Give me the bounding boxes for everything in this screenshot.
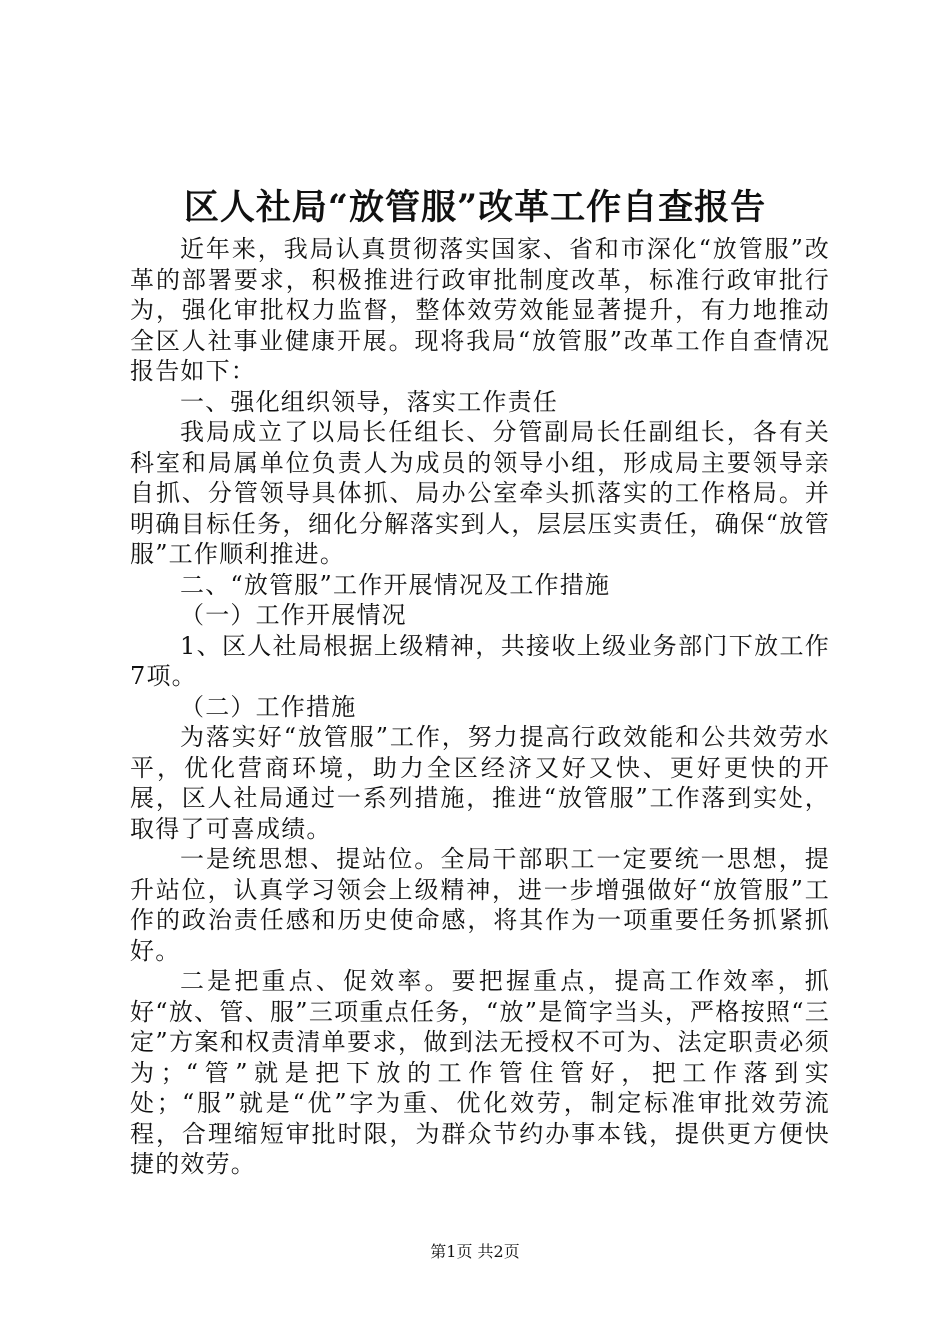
- measure-2-paragraph: 二是把重点、促效率。要把握重点，提高工作效率，抓好“放、管、服”三项重点任务，“放”是简字当头，严格按照“三定”方案和权责清单要求，做到法无授权不可为、法定职责必须为；“管”就是把下放的工作管住管好，把工作落到实处；“服”就是“优”字为重、优化效劳，制定标准审批效劳流程，合理缩短审批时限，为群众节约办事本钱，提供更方便快捷的效劳。: [130, 967, 830, 1178]
- subsection-heading-1: （一）工作开展情况: [180, 601, 407, 629]
- measure-1-paragraph: 一是统思想、提站位。全局干部职工一定要统一思想，提升站位，认真学习领会上级精神，进一步增强做好“放管服”工作的政治责任感和历史使命感，将其作为一项重要任务抓紧抓好。: [130, 845, 830, 965]
- document-body: [130, 234, 830, 1180]
- measures-intro-paragraph: 为落实好“放管服”工作，努力提高行政效能和公共效劳水平，优化营商环境，助力全区经济又好又快、更好更快的开展，区人社局通过一系列措施，推进“放管服”工作落到实处，取得了可喜成绩。: [130, 723, 830, 843]
- page-footer: 第1页 共2页: [430, 1242, 520, 1261]
- section-heading-2: 二、“放管服”工作开展情况及工作措施: [180, 570, 611, 599]
- section-1-paragraph: 我局成立了以局长任组长、分管副局长任副组长，各有关科室和局属单位负责人为成员的领导小组，形成局主要领导亲自抓、分管领导具体抓、局办公室牵头抓落实的工作格局。并明确目标任务，细化分解落实到人，层层压实责任，确保“放管服”工作顺利推进。: [130, 418, 830, 568]
- document-title: 区人社局“放管服”改革工作自查报告: [183, 187, 767, 228]
- subsection-1-item-1: 1、区人社局根据上级精神，共接收上级业务部门下放工作7项。: [130, 631, 830, 690]
- section-heading-1: 一、强化组织领导，落实工作责任: [180, 387, 558, 416]
- intro-paragraph: 近年来，我局认真贯彻落实国家、省和市深化“放管服”改革的部署要求，积极推进行政审批制度改革，标准行政审批行为，强化审批权力监督，整体效劳效能显著提升，有力地推动全区人社事业健康开展。现将我局“放管服”改革工作自查情况报告如下：: [130, 235, 830, 385]
- subsection-heading-2: （二）工作措施: [180, 692, 357, 721]
